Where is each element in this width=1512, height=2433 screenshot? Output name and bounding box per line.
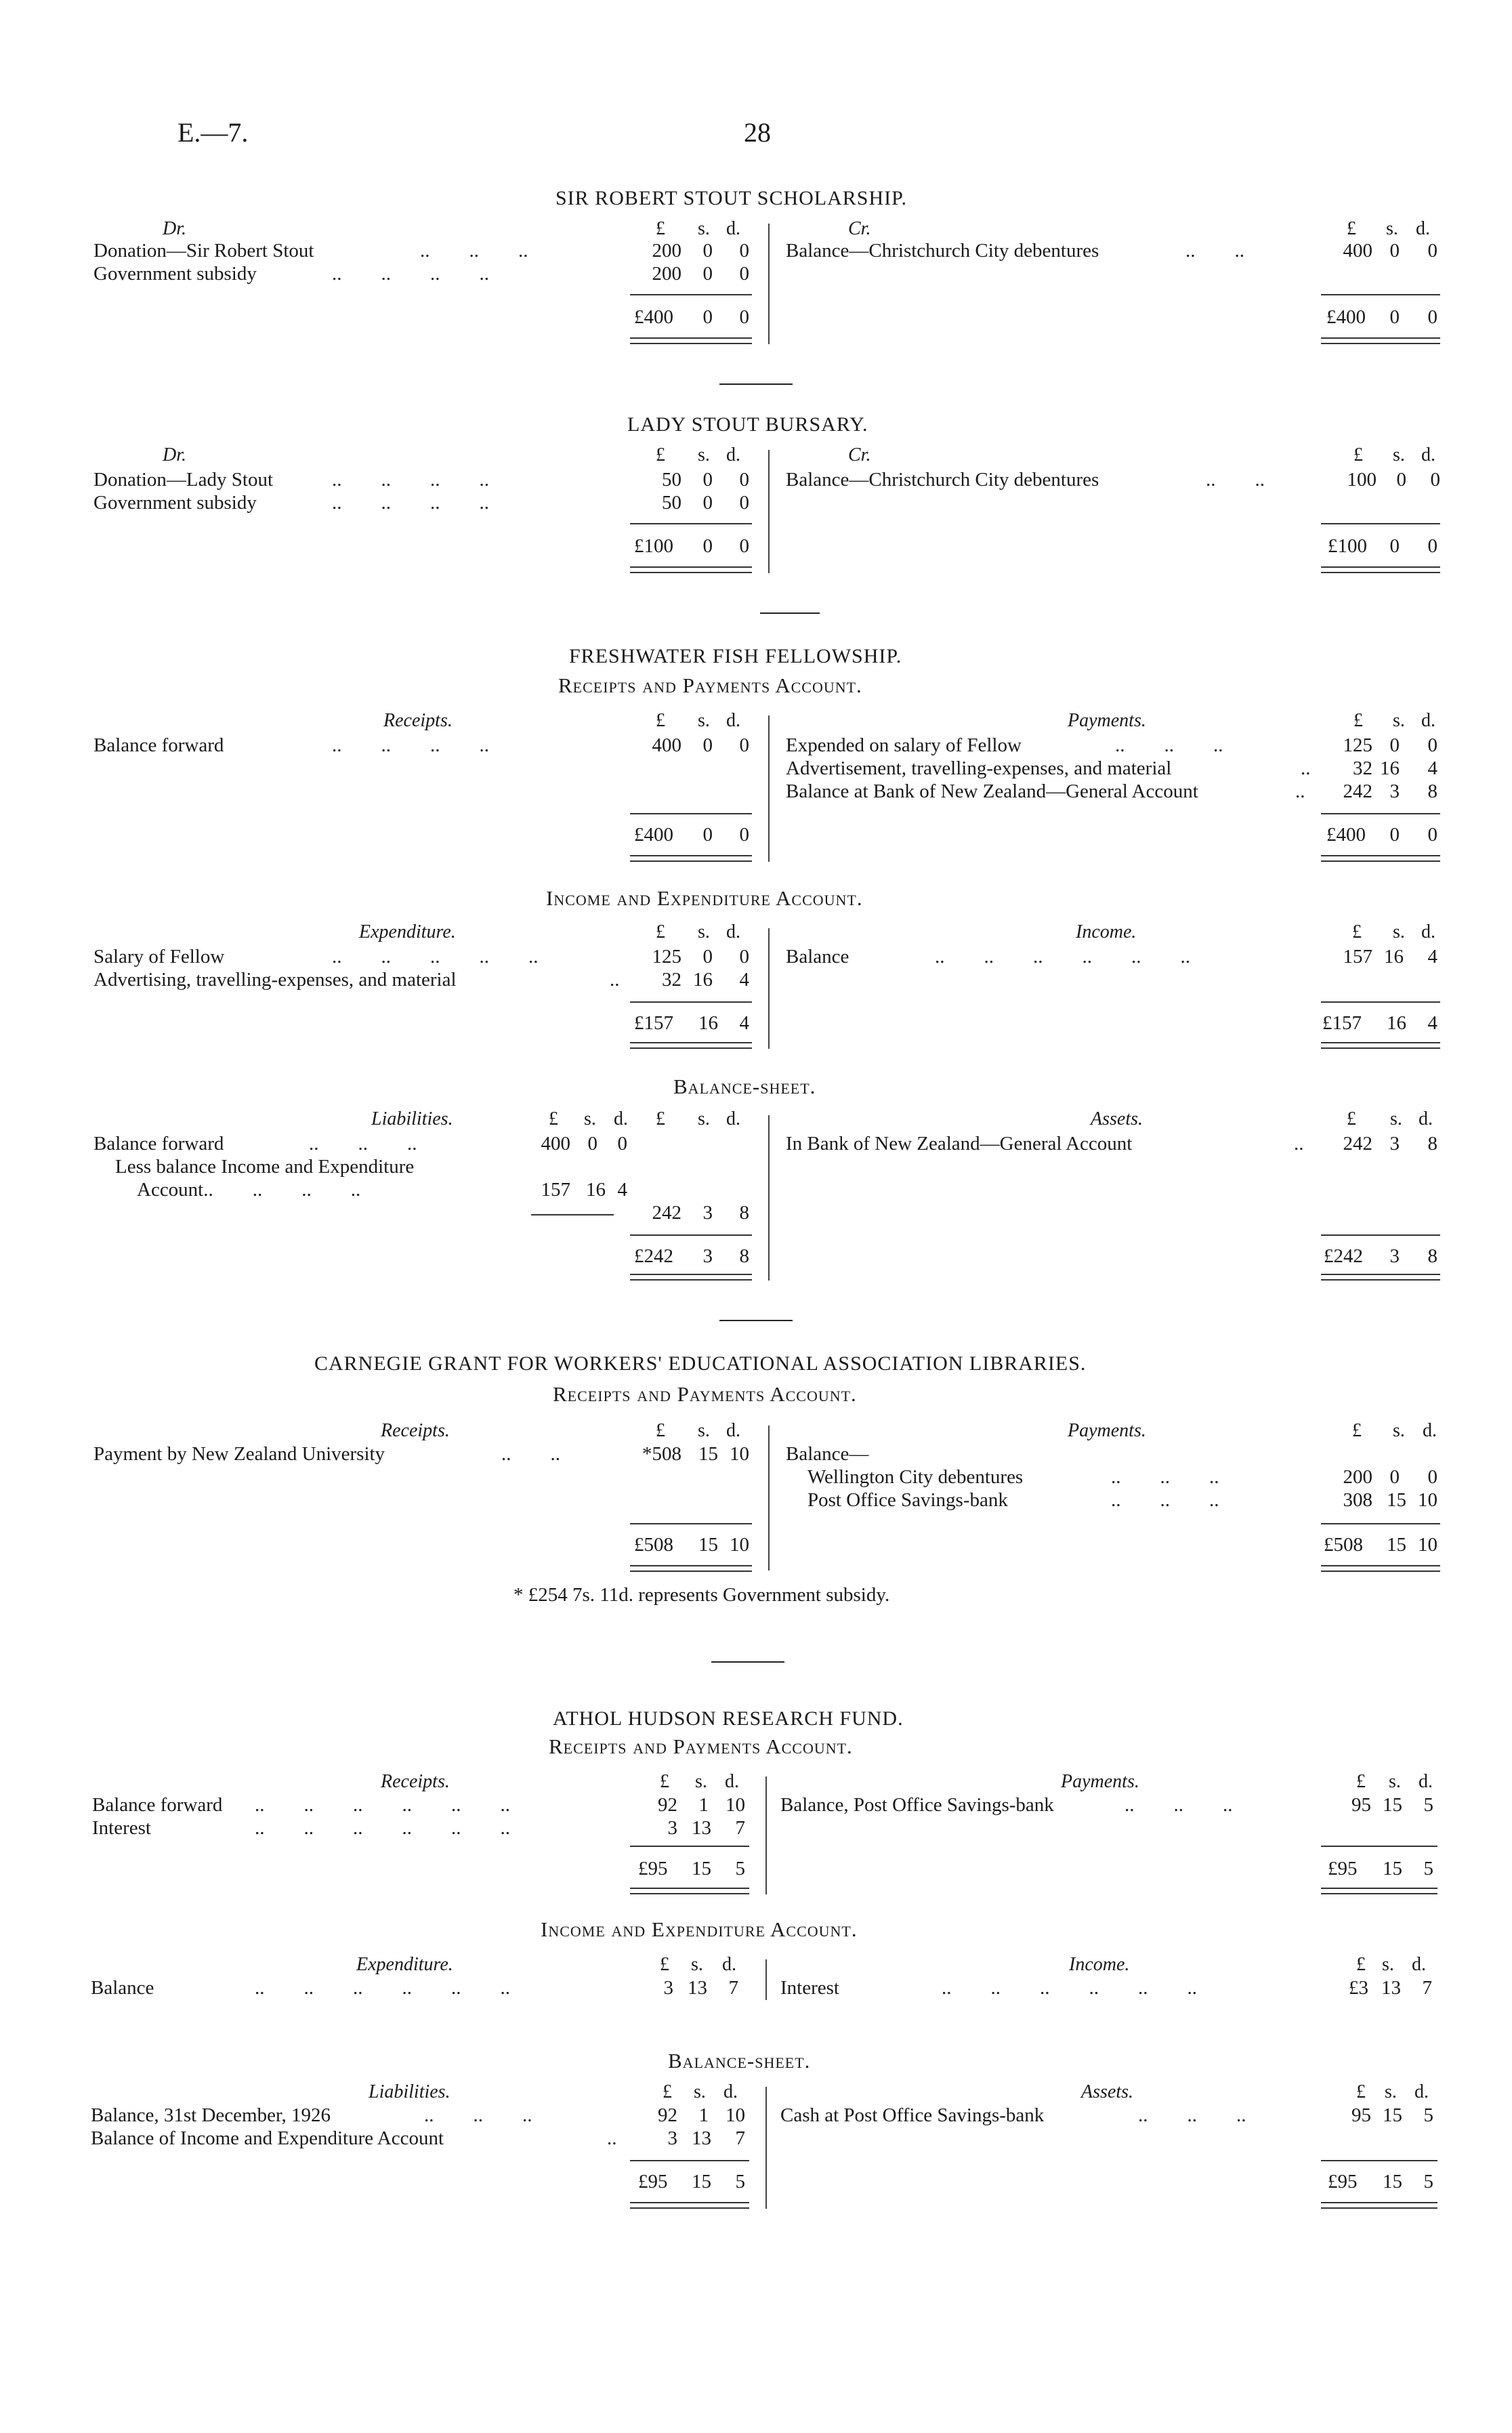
amount-shillings: 3 — [1389, 781, 1400, 802]
total-shillings: 0 — [702, 535, 713, 557]
ledger-label: Wellington City debentures — [807, 1466, 1024, 1488]
amount-pence: 10 — [726, 1794, 745, 1816]
shilling-heading: s. — [698, 1420, 710, 1441]
total-shillings: 0 — [1389, 535, 1400, 557]
shilling-heading: s. — [698, 444, 710, 465]
shilling-heading: s. — [695, 1771, 707, 1792]
pound-heading: £ — [660, 1771, 669, 1792]
total-pence: 5 — [735, 1858, 745, 1879]
ledger-label: Balance at Bank of New Zealand—General Account — [786, 781, 1198, 802]
amount-pence: 0 — [1427, 1466, 1437, 1488]
subsection-title: Receipts and Payments Account. — [549, 1734, 853, 1758]
shilling-heading: s. — [584, 1108, 596, 1129]
ledger-label: Balance— — [786, 1443, 869, 1465]
amount-shillings: 15 — [1383, 1794, 1402, 1816]
pence-heading: d. — [726, 1108, 740, 1129]
amount-shillings: 0 — [702, 946, 713, 968]
pence-heading: d. — [1419, 1108, 1433, 1129]
ledger-label: Government subsidy — [93, 263, 257, 285]
section-divider — [719, 383, 793, 385]
total-pounds: £95 — [1328, 2171, 1358, 2192]
total-pounds: £100 — [634, 535, 673, 557]
pound-heading: £ — [1347, 218, 1356, 239]
pence-heading: d. — [726, 218, 740, 239]
income-label: Income. — [1076, 921, 1137, 942]
ledger-label: Donation—Lady Stout — [93, 469, 274, 491]
pence-heading: d. — [722, 1954, 736, 1975]
total-pence: 8 — [739, 1245, 749, 1267]
ledger-label: Balance — [91, 1977, 154, 1999]
shilling-heading: s. — [698, 218, 710, 239]
total-shillings: 16 — [1387, 1012, 1406, 1034]
amount-pence: 0 — [739, 469, 749, 491]
amount-shillings: 0 — [702, 734, 713, 756]
receipts-label: Receipts. — [381, 1771, 450, 1792]
cr-label: Cr. — [848, 218, 871, 239]
shilling-heading: s. — [1393, 444, 1405, 465]
amount-pounds: 125 — [1343, 734, 1372, 756]
pence-heading: d. — [726, 921, 740, 942]
assets-label: Assets. — [1091, 1108, 1143, 1129]
amount-pounds: 400 — [541, 1133, 570, 1155]
ledger-label: Interest — [780, 1977, 839, 1999]
amount-shillings: 0 — [1389, 734, 1400, 756]
shilling-heading: s. — [1382, 1954, 1394, 1975]
amount-pence: 10 — [726, 2104, 745, 2126]
section-divider — [760, 612, 820, 614]
pound-heading: £ — [1347, 1108, 1356, 1129]
payments-label: Payments. — [1068, 710, 1146, 731]
pound-heading: £ — [1353, 444, 1363, 465]
amount-shillings: 3 — [702, 1202, 713, 1224]
total-shillings: 0 — [1389, 306, 1400, 328]
amount-shillings: 15 — [1383, 2104, 1402, 2126]
total-shillings: 15 — [692, 2171, 711, 2192]
shilling-heading: s. — [1393, 710, 1405, 731]
subsection-title: Income and Expenditure Account. — [541, 1917, 858, 1941]
amount-pence: 0 — [1427, 240, 1437, 262]
ledger-label: Balance, 31st December, 1926 — [91, 2104, 331, 2126]
pence-heading: d. — [1416, 218, 1430, 239]
amount-pence: 0 — [739, 734, 749, 756]
ledger-label: Donation—Sir Robert Stout — [93, 240, 314, 262]
amount-shillings: 0 — [702, 492, 713, 514]
section-title-carnegie: CARNEGIE GRANT FOR WORKERS' EDUCATIONAL ASSOCIATION LIBRARIES. — [314, 1352, 1087, 1375]
amount-pence: 0 — [739, 492, 749, 514]
total-shillings: 15 — [1387, 1534, 1406, 1556]
pence-heading: d. — [1423, 1420, 1437, 1441]
pence-heading: d. — [1419, 1771, 1433, 1792]
subsection-title: Income and Expenditure Account. — [546, 886, 863, 910]
total-pounds: £95 — [638, 1858, 668, 1879]
amount-shillings: 13 — [692, 2127, 711, 2149]
ledger-label: Cash at Post Office Savings-bank — [780, 2104, 1045, 2126]
section-divider — [711, 1661, 784, 1663]
payments-label: Payments. — [1068, 1420, 1146, 1441]
amount-shillings: 0 — [702, 469, 713, 491]
pound-heading: £ — [656, 921, 665, 942]
total-pounds: £508 — [1324, 1534, 1363, 1556]
amount-pounds: 200 — [652, 240, 681, 262]
amount-shillings: 0 — [1396, 469, 1406, 491]
pence-heading: d. — [1421, 921, 1435, 942]
amount-pounds: 95 — [1351, 2104, 1371, 2126]
section-title-lady-stout: LADY STOUT BURSARY. — [627, 413, 868, 436]
shilling-heading: s. — [698, 710, 710, 731]
pound-heading: £ — [656, 218, 665, 239]
total-pence: 10 — [730, 1534, 749, 1556]
total-pounds: £242 — [634, 1245, 673, 1267]
amount-pounds: 32 — [1353, 757, 1372, 779]
amount-shillings: 0 — [587, 1133, 597, 1155]
amount-pounds: 50 — [662, 492, 681, 514]
pence-heading: d. — [1414, 2081, 1429, 2102]
pound-heading: £ — [1356, 1954, 1366, 1975]
expenditure-label: Expenditure. — [356, 1954, 453, 1975]
subsection-title: Receipts and Payments Account. — [558, 673, 862, 697]
amount-pence: 5 — [1423, 1794, 1433, 1816]
amount-pence: 8 — [1427, 781, 1437, 802]
section-title-athol-hudson: ATHOL HUDSON RESEARCH FUND. — [553, 1707, 904, 1730]
total-pounds: £400 — [634, 306, 673, 328]
ledger-label: Balance forward — [92, 1794, 223, 1816]
amount-pence: 0 — [739, 946, 749, 968]
pound-heading: £ — [663, 2081, 672, 2102]
amount-pounds: 92 — [658, 1794, 677, 1816]
amount-pence: 0 — [739, 240, 749, 262]
ledger-label: Account — [137, 1179, 204, 1201]
amount-pence: 10 — [1418, 1489, 1437, 1511]
amount-pence: 4 — [739, 969, 749, 991]
amount-pounds: 3 — [667, 2127, 677, 2149]
amount-pence: 0 — [617, 1133, 627, 1155]
total-shillings: 15 — [698, 1534, 718, 1556]
total-pence: 0 — [739, 824, 749, 846]
pound-heading: £ — [1356, 2081, 1366, 2102]
shilling-heading: s. — [1393, 1420, 1405, 1441]
section-title-freshwater-fish: FRESHWATER FISH FELLOWSHIP. — [569, 645, 902, 667]
total-shillings: 3 — [1389, 1245, 1400, 1267]
pence-heading: d. — [726, 1420, 740, 1441]
amount-pence: 7 — [735, 2127, 745, 2149]
total-shillings: 16 — [698, 1012, 718, 1034]
dr-label: Dr. — [163, 218, 187, 239]
pound-heading: £ — [1353, 710, 1363, 731]
total-pounds: £157 — [634, 1012, 673, 1034]
amount-shillings: 16 — [693, 969, 713, 991]
amount-pounds: 157 — [1343, 946, 1372, 968]
dr-label: Dr. — [163, 444, 187, 465]
shilling-heading: s. — [694, 2081, 706, 2102]
total-pence: 0 — [739, 306, 749, 328]
amount-shillings: 16 — [1384, 946, 1404, 968]
cr-label: Cr. — [848, 444, 871, 465]
amount-pence: 8 — [739, 1202, 749, 1224]
pence-heading: d. — [614, 1108, 628, 1129]
ledger-label: Balance forward — [93, 734, 224, 756]
total-pence: 10 — [1418, 1534, 1437, 1556]
payments-label: Payments. — [1061, 1771, 1139, 1792]
amount-shillings: 16 — [586, 1179, 606, 1201]
amount-pounds: 32 — [662, 969, 681, 991]
amount-shillings: 16 — [1380, 757, 1400, 779]
subsection-title: Balance-sheet. — [673, 1075, 816, 1098]
amount-pounds: £3 — [1349, 1977, 1368, 1999]
amount-pence: 0 — [1427, 734, 1437, 756]
total-shillings: 15 — [1383, 2171, 1402, 2192]
pence-heading: d. — [725, 1771, 739, 1792]
shilling-heading: s. — [691, 1954, 703, 1975]
amount-shillings: 15 — [1387, 1489, 1406, 1511]
amount-shillings: 0 — [702, 240, 713, 262]
total-pence: 0 — [1427, 824, 1437, 846]
receipts-label: Receipts. — [383, 710, 453, 731]
shilling-heading: s. — [1393, 921, 1405, 942]
section-divider — [719, 1320, 793, 1321]
total-pounds: £400 — [1326, 306, 1366, 328]
pound-heading: £ — [1352, 1420, 1362, 1441]
ledger-label: Advertisement, travelling-expenses, and material — [786, 757, 1172, 779]
amount-pounds: 242 — [1343, 1133, 1372, 1155]
amount-shillings: 15 — [698, 1443, 718, 1465]
shilling-heading: s. — [1389, 1771, 1401, 1792]
amount-pence: 0 — [1430, 469, 1440, 491]
total-shillings: 15 — [692, 1858, 711, 1879]
amount-pence: 7 — [1422, 1977, 1432, 1999]
ledger-label: Government subsidy — [93, 492, 257, 514]
ledger-label: Interest — [92, 1817, 151, 1839]
pound-heading: £ — [656, 1108, 665, 1129]
shilling-heading: s. — [698, 921, 710, 942]
amount-pence: 4 — [1427, 946, 1437, 968]
total-pence: 0 — [1427, 535, 1437, 557]
total-pence: 5 — [1423, 2171, 1433, 2192]
ledger-label: Balance — [786, 946, 849, 968]
pence-heading: d. — [726, 710, 740, 731]
pence-heading: d. — [723, 2081, 738, 2102]
receipts-label: Receipts. — [381, 1420, 450, 1441]
amount-shillings: 1 — [698, 2104, 709, 2126]
pence-heading: d. — [1421, 444, 1435, 465]
amount-shillings: 13 — [1381, 1977, 1401, 1999]
amount-shillings: 13 — [688, 1977, 707, 1999]
shilling-heading: s. — [1390, 1108, 1402, 1129]
ledger-label: Balance—Christchurch City debentures — [786, 240, 1099, 262]
amount-shillings: 13 — [692, 1817, 711, 1839]
ledger-label: Post Office Savings-bank — [807, 1489, 1008, 1511]
total-pounds: £400 — [634, 824, 673, 846]
liabilities-label: Liabilities. — [371, 1108, 453, 1129]
total-shillings: 0 — [1389, 824, 1400, 846]
subsection-title: Balance-sheet. — [668, 2049, 811, 2073]
amount-pounds: 50 — [662, 469, 681, 491]
total-pence: 5 — [1423, 1858, 1433, 1879]
pence-heading: d. — [1412, 1954, 1426, 1975]
expenditure-label: Expenditure. — [359, 921, 456, 942]
footnote: * £254 7s. 11d. represents Government subsidy. — [513, 1584, 890, 1606]
shilling-heading: s. — [1385, 2081, 1397, 2102]
total-shillings: 3 — [702, 1245, 713, 1267]
ledger-label: Balance forward — [93, 1133, 224, 1155]
pound-heading: £ — [549, 1108, 558, 1129]
income-label: Income. — [1069, 1954, 1130, 1975]
amount-pence: 10 — [730, 1443, 749, 1465]
liabilities-label: Liabilities. — [369, 2081, 450, 2102]
amount-pounds: *508 — [642, 1443, 681, 1465]
shilling-heading: s. — [1386, 218, 1398, 239]
total-pence: 4 — [1427, 1012, 1437, 1034]
amount-pounds: 400 — [652, 734, 681, 756]
total-shillings: 0 — [702, 824, 713, 846]
total-pence: 5 — [735, 2171, 745, 2192]
amount-shillings: 3 — [1389, 1133, 1400, 1155]
total-pounds: £95 — [1328, 1858, 1358, 1879]
pound-heading: £ — [656, 444, 665, 465]
section-title-robert-stout: SIR ROBERT STOUT SCHOLARSHIP. — [555, 187, 907, 209]
ledger-label: Salary of Fellow — [93, 946, 225, 968]
document-reference: E.—7. — [177, 117, 249, 148]
pence-heading: d. — [1421, 710, 1435, 731]
amount-pounds: 95 — [1351, 1794, 1371, 1816]
total-pounds: £400 — [1326, 824, 1366, 846]
ledger-label: Payment by New Zealand University — [93, 1443, 385, 1465]
total-pence: 4 — [739, 1012, 749, 1034]
pound-heading: £ — [656, 710, 665, 731]
ledger-label: Expended on salary of Fellow — [786, 734, 1022, 756]
amount-pounds: 125 — [652, 946, 681, 968]
amount-pence: 8 — [1427, 1133, 1437, 1155]
amount-pence: 0 — [739, 263, 749, 285]
pound-heading: £ — [1352, 921, 1362, 942]
total-pounds: £100 — [1328, 535, 1367, 557]
assets-label: Assets. — [1081, 2081, 1133, 2102]
shilling-heading: s. — [698, 1108, 710, 1129]
ledger-label: Balance, Post Office Savings-bank — [780, 1794, 1054, 1816]
amount-pence: 7 — [735, 1817, 745, 1839]
ledger-label: In Bank of New Zealand—General Account — [786, 1133, 1133, 1155]
amount-shillings: 0 — [1389, 240, 1400, 262]
amount-pounds: 200 — [652, 263, 681, 285]
pound-heading: £ — [660, 1954, 669, 1975]
amount-shillings: 1 — [698, 1794, 709, 1816]
ledger-label: Advertising, travelling-expenses, and material — [93, 969, 457, 991]
total-pounds: £242 — [1324, 1245, 1363, 1267]
pound-heading: £ — [1356, 1771, 1366, 1792]
total-pence: 8 — [1427, 1245, 1437, 1267]
amount-shillings: 0 — [702, 263, 713, 285]
total-pounds: £95 — [638, 2171, 668, 2192]
total-pence: 0 — [739, 535, 749, 557]
amount-shillings: 0 — [1389, 1466, 1400, 1488]
total-shillings: 15 — [1383, 1858, 1402, 1879]
amount-pounds: 92 — [658, 2104, 677, 2126]
amount-pounds: 242 — [1343, 781, 1372, 802]
pence-heading: d. — [726, 444, 740, 465]
amount-pence: 5 — [1423, 2104, 1433, 2126]
page-number: 28 — [744, 117, 771, 148]
ledger-label: Balance—Christchurch City debentures — [786, 469, 1099, 491]
amount-pence: 7 — [728, 1977, 738, 1999]
amount-pence: 4 — [617, 1179, 627, 1201]
amount-pounds: 400 — [1343, 240, 1372, 262]
subsection-title: Receipts and Payments Account. — [553, 1382, 857, 1406]
amount-pounds: 200 — [1343, 1466, 1372, 1488]
pound-heading: £ — [656, 1420, 665, 1441]
amount-pounds: 308 — [1343, 1489, 1372, 1511]
total-shillings: 0 — [702, 306, 713, 328]
amount-pounds: 3 — [667, 1817, 677, 1839]
amount-pounds: 157 — [541, 1179, 570, 1201]
amount-pounds: 3 — [663, 1977, 673, 1999]
amount-pounds: 242 — [652, 1202, 681, 1224]
ledger-label: Less balance Income and Expenditure — [115, 1156, 415, 1178]
amount-pounds: 100 — [1347, 469, 1377, 491]
total-pounds: £508 — [634, 1534, 673, 1556]
total-pounds: £157 — [1322, 1012, 1362, 1034]
ledger-label: Balance of Income and Expenditure Account — [91, 2127, 444, 2149]
amount-pence: 4 — [1427, 757, 1437, 779]
total-pence: 0 — [1427, 306, 1437, 328]
